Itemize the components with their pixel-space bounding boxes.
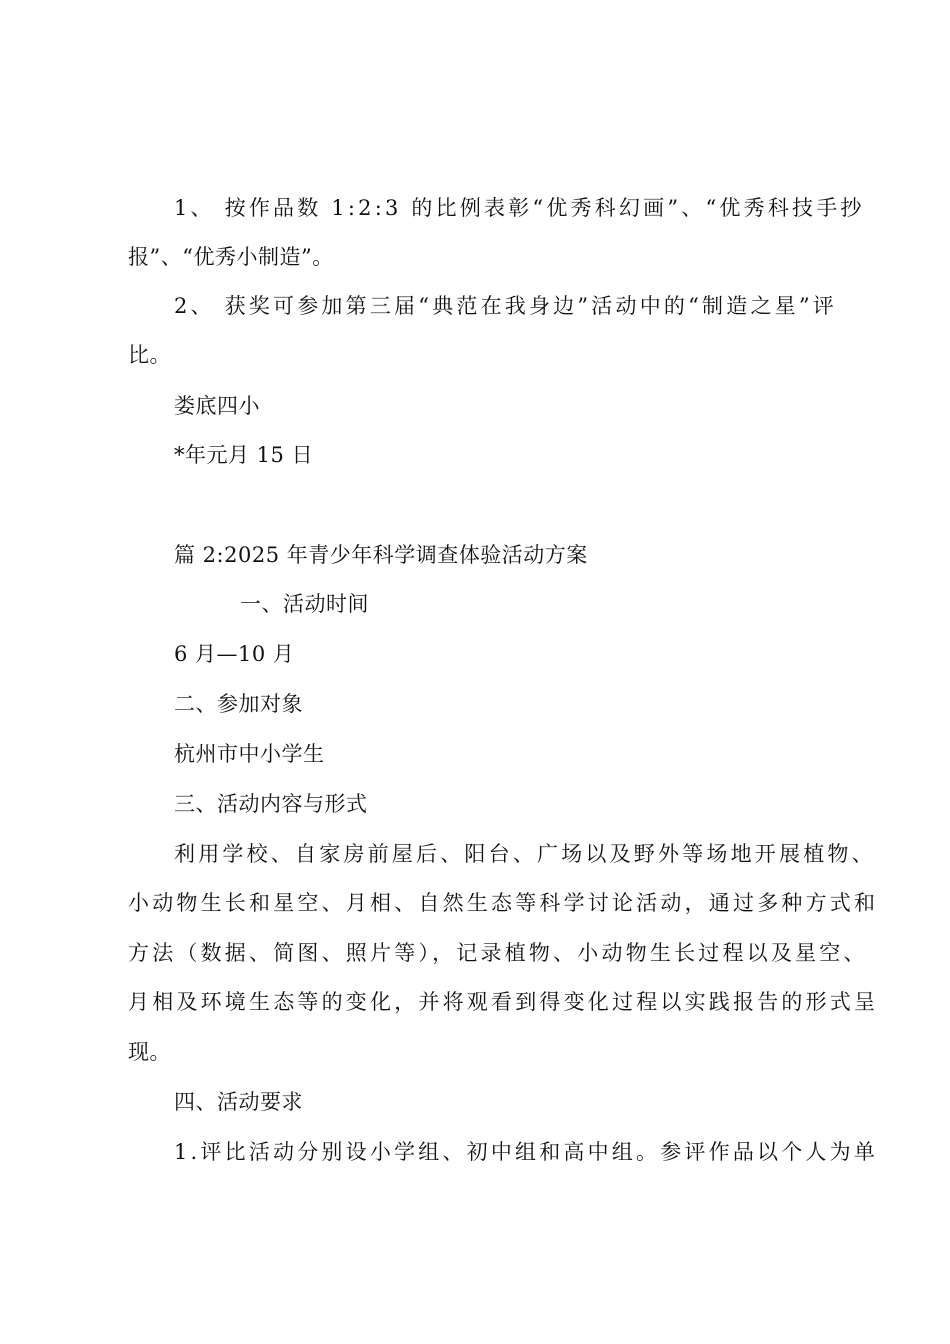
award-item-2-line-1: 2、 获奖可参加第三届“典范在我身边”活动中的“制造之星”评 (174, 294, 837, 318)
plan-title: 篇 2:2025 年青少年科学调查体验活动方案 (174, 543, 588, 567)
award-item-2-line-2: 比。 (128, 343, 171, 367)
organization-name: 娄底四小 (174, 394, 260, 418)
content-line-3: 方法（数据、简图、照片等），记录植物、小动物生长过程以及星空、 (128, 941, 868, 965)
content-line-2: 小动物生长和星空、月相、自然生态等科学讨论活动，通过多种方式和 (128, 891, 879, 915)
content-line-1: 利用学校、自家房前屋后、阳台、广场以及野外等场地开展植物、 (174, 842, 876, 866)
content-line-4: 月相及环境生态等的变化，并将观看到得变化过程以实践报告的形式呈 (128, 990, 879, 1014)
award-item-1-line-1: 1、 按作品数 1:2:3 的比例表彰“优秀科幻画”、“优秀科技手抄 (174, 196, 865, 220)
requirement-line-1: 1.评比活动分别设小学组、初中组和高中组。参评作品以个人为单 (174, 1140, 879, 1164)
heading-participants: 二、参加对象 (174, 692, 303, 716)
content-line-5: 现。 (128, 1040, 171, 1064)
participants-value: 杭州市中小学生 (174, 742, 325, 766)
activity-time-value: 6 月—10 月 (174, 642, 295, 666)
heading-content-form: 三、活动内容与形式 (174, 792, 368, 816)
heading-requirements: 四、活动要求 (174, 1090, 303, 1114)
award-item-1-line-2: 报”、“优秀小制造”。 (128, 245, 334, 269)
heading-activity-time: 一、活动时间 (240, 592, 369, 616)
document-date: *年元月 15 日 (174, 443, 314, 467)
